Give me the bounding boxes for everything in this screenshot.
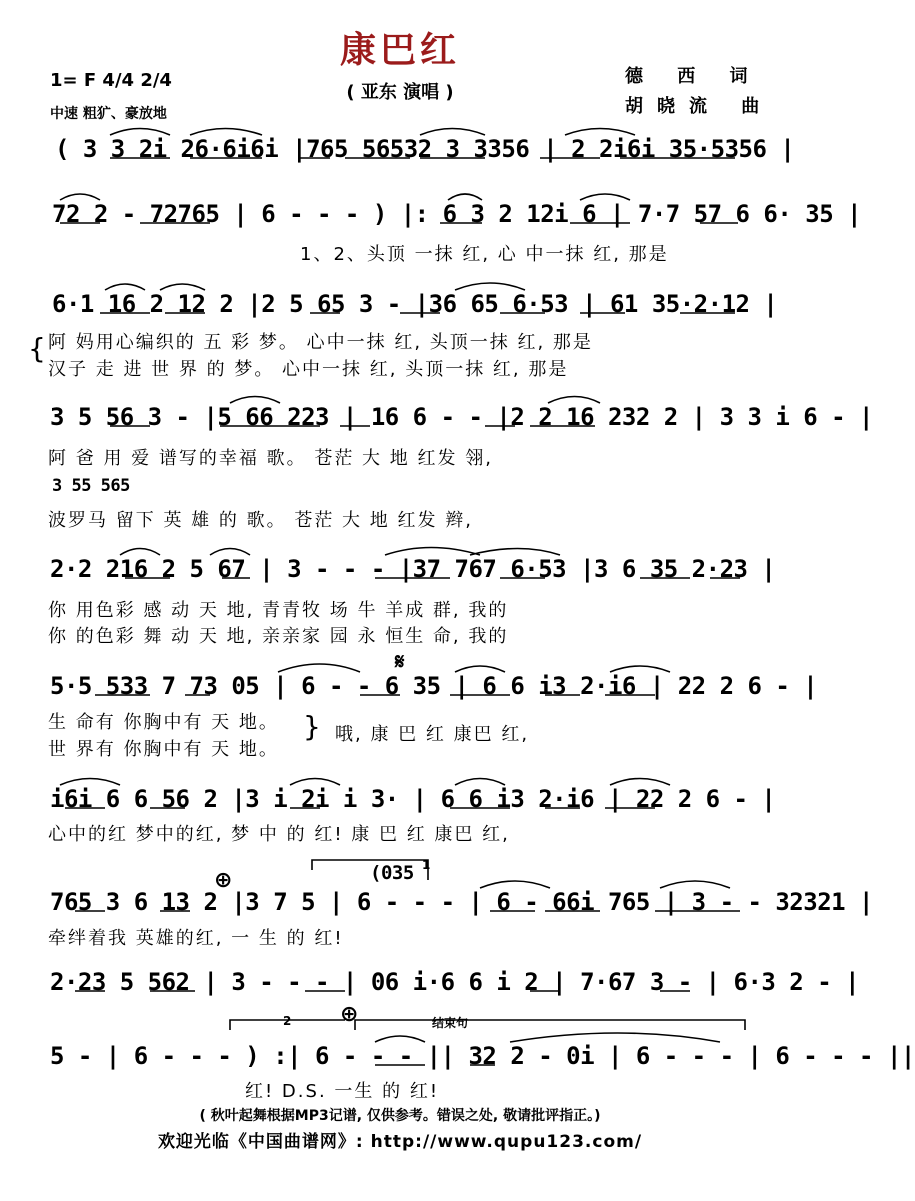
score-system-3: 6·1 16 2 12 2 |2 5 65 3 - |36 65 6·53 | 61 35·2·12 |	[52, 290, 778, 318]
coda-symbol-1: ⊕	[214, 868, 233, 893]
score-system-10: 5 - | 6 - - - ) :| 6 - - - || 32 2 - 0i | 6 - - - | 6 - - - ||	[50, 1042, 915, 1070]
coda-symbol-2: ⊕	[340, 1002, 359, 1027]
lyrics-line-4b: 波罗马 留下 英 雄 的 歌。 苍茫 大 地 红发 辫,	[48, 510, 473, 531]
lyrics-line-6c: 哦, 康 巴 红 康巴 红,	[335, 724, 530, 745]
lyrics-line-5b: 你 的色彩 舞 动 天 地, 亲亲家 园 永 恒生 命, 我的	[48, 626, 509, 647]
tempo-marking: 中速 粗犷、豪放地	[50, 106, 167, 122]
volta-2-label: 2	[283, 1014, 292, 1028]
segno-symbol: 𝄋	[395, 650, 405, 675]
score-system-1: ( 3 3 2i 26·6i6i |765 56532 3 3356 | 2 2i6i 35·5356 |	[55, 135, 795, 163]
lyrics-line-5a: 你 用色彩 感 动 天 地, 青青牧 场 牛 羊成 群, 我的	[48, 600, 509, 621]
score-system-4-alt: 3 55 565	[52, 476, 130, 496]
lyrics-line-8: 牵绊着我 英雄的红, 一 生 的 红!	[48, 928, 344, 949]
lyrics-line-2: 1、2、头顶 一抹 红, 心 中一抹 红, 那是	[300, 244, 669, 265]
lyrics-line-7: 心中的红 梦中的红, 梦 中 的 红! 康 巴 红 康巴 红,	[48, 824, 510, 845]
key-signature: 1= F 4/4 2/4	[50, 70, 172, 91]
score-system-5: 2·2 216 2 5 67 | 3 - - - |37 767 6·53 |3 6 35 2·23 |	[50, 555, 776, 583]
transcriber-note: ( 秋叶起舞根据MP3记谱, 仅供参考。错误之处, 敬请批评指正。)	[199, 1108, 601, 1124]
volta-1-label: 1	[422, 858, 431, 872]
lyrics-line-10: 红! D.S. 一生 的 红!	[245, 1081, 440, 1102]
lyrics-line-6b: 世 界有 你胸中有 天 地。	[48, 739, 279, 760]
score-system-7: i6i 6 6 56 2 |3 i 2i i 3· | 6 6 i3 2·i6 | 22 2 6 - |	[50, 785, 776, 813]
score-system-8: 765 3 6 13 2 |3 7 5 | 6 - - - | 6 - 66i 765 | 3 - - 32321 |	[50, 888, 874, 916]
chorus-brace: }	[303, 710, 321, 743]
score-system-4: 3 5 56 3 - |5 66 223 | 16 6 - - |2 2 16 232 2 | 3 3 i 6 - |	[50, 403, 874, 431]
verse-brace: {	[28, 332, 46, 365]
composer-credit: 胡晓流 曲	[625, 96, 774, 117]
song-title: 康巴红	[339, 30, 460, 71]
score-system-8-pickup: (035	[370, 862, 414, 884]
ending-label: 结束句	[432, 1016, 469, 1030]
score-system-6: 5·5 533 7 73 05 | 6 - - 6 35 | 6 6 i3 2·i6 | 22 2 6 - |	[50, 672, 818, 700]
lyricist-credit: 德 西 词	[625, 66, 762, 87]
lyrics-line-6a: 生 命有 你胸中有 天 地。	[48, 712, 279, 733]
lyrics-line-3b: 汉子 走 进 世 界 的 梦。 心中一抹 红, 头顶一抹 红, 那是	[48, 359, 569, 380]
lyrics-line-4a: 阿 爸 用 爱 谱写的幸福 歌。 苍茫 大 地 红发 翎,	[48, 448, 493, 469]
score-system-9: 2·23 5 562 | 3 - - - | 06 i·6 6 i 2 | 7·67 3 - | 6·3 2 - |	[50, 968, 860, 996]
lyrics-line-3a: 阿 妈用心编织的 五 彩 梦。 心中一抹 红, 头顶一抹 红, 那是	[48, 332, 593, 353]
site-credit: 欢迎光临《中国曲谱网》: http://www.qupu123.com/	[157, 1132, 643, 1152]
score-system-2: 72 2 - 72765 | 6 - - - ) |: 6 3 2 12i 6 | 7·7 57 6 6· 35 |	[52, 200, 862, 228]
singer-credit: ( 亚东 演唱 )	[346, 82, 454, 103]
